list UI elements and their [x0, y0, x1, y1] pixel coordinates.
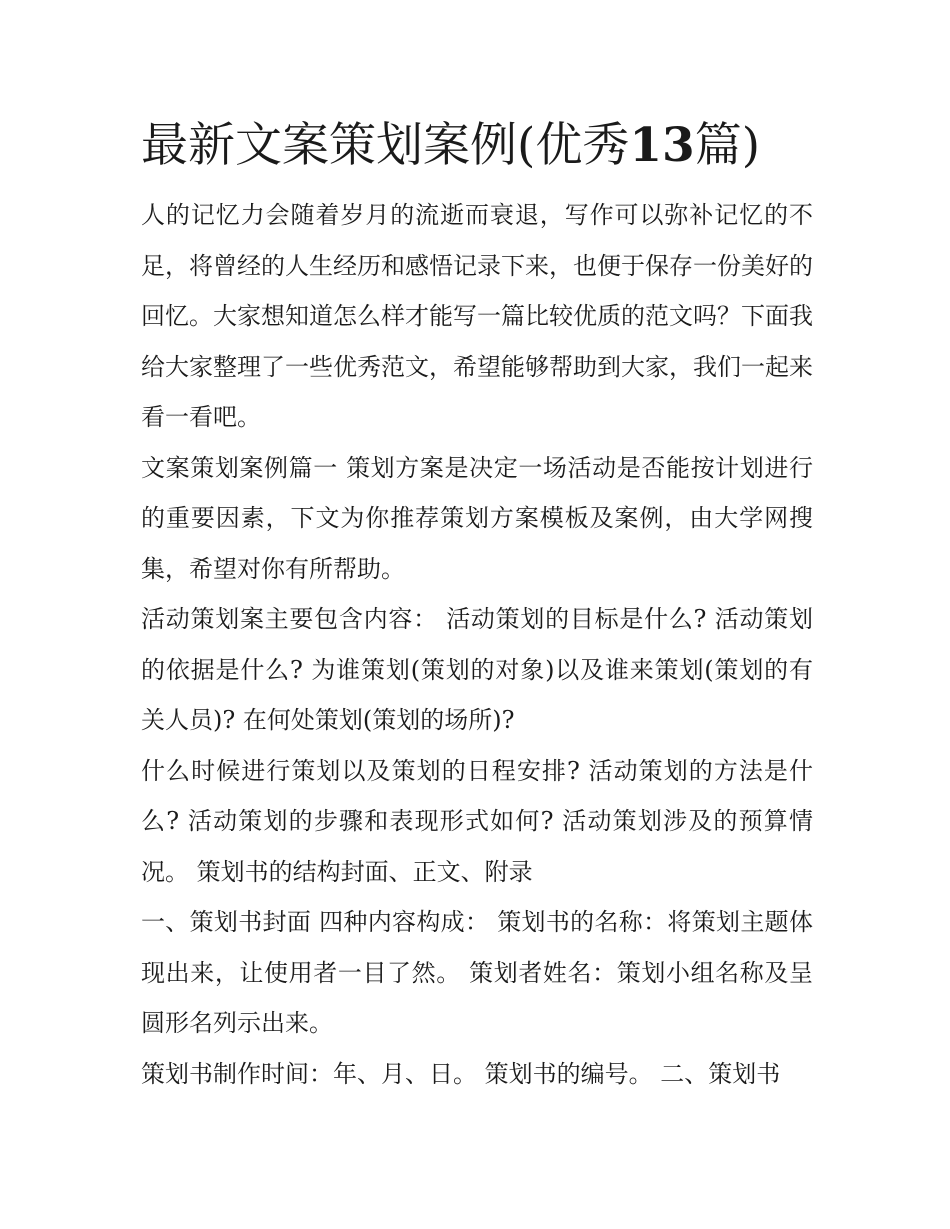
paragraph-schedule: 什么时候进行策划以及策划的日程安排? 活动策划的方法是什么? 活动策划的步骤和表现形式如何? 活动策划涉及的预算情况。 策划书的结构封面、正文、附录 [141, 756, 813, 886]
paragraph-intro: 人的记忆力会随着岁月的流逝而衰退，写作可以弥补记忆的不足，将曾经的人生经历和感悟记录下来，也便于保存一份美好的回忆。大家想知道怎么样才能写一篇比较优质的范文吗？下面我给大家整理了一些优秀范文，希望能够帮助到大家，我们一起来看一看吧。 [141, 201, 813, 431]
document-body [141, 112, 813, 1099]
paragraph-case-one: 文案策划案例篇一 策划方案是决定一场活动是否能按计划进行的重要因素，下文为你推荐策划方案模板及案例，由大学网搜集，希望对你有所帮助。 [141, 453, 813, 583]
document-title: 最新文案策划案例(优秀13篇) [141, 118, 761, 173]
paragraph-date: 策划书制作时间：年、月、日。 策划书的编号。 二、策划书 [141, 1059, 781, 1088]
paragraph-cover: 一、策划书封面 四种内容构成： 策划书的名称：将策划主题体现出来，让使用者一目了然。 策划者姓名：策划小组名称及呈圆形名列示出来。 [141, 908, 813, 1037]
paragraph-content-list: 活动策划案主要包含内容： 活动策划的目标是什么? 活动策划的依据是什么? 为谁策划(策划的对象)以及谁来策划(策划的有关人员)? 在何处策划(策划的场所)? [141, 605, 813, 734]
